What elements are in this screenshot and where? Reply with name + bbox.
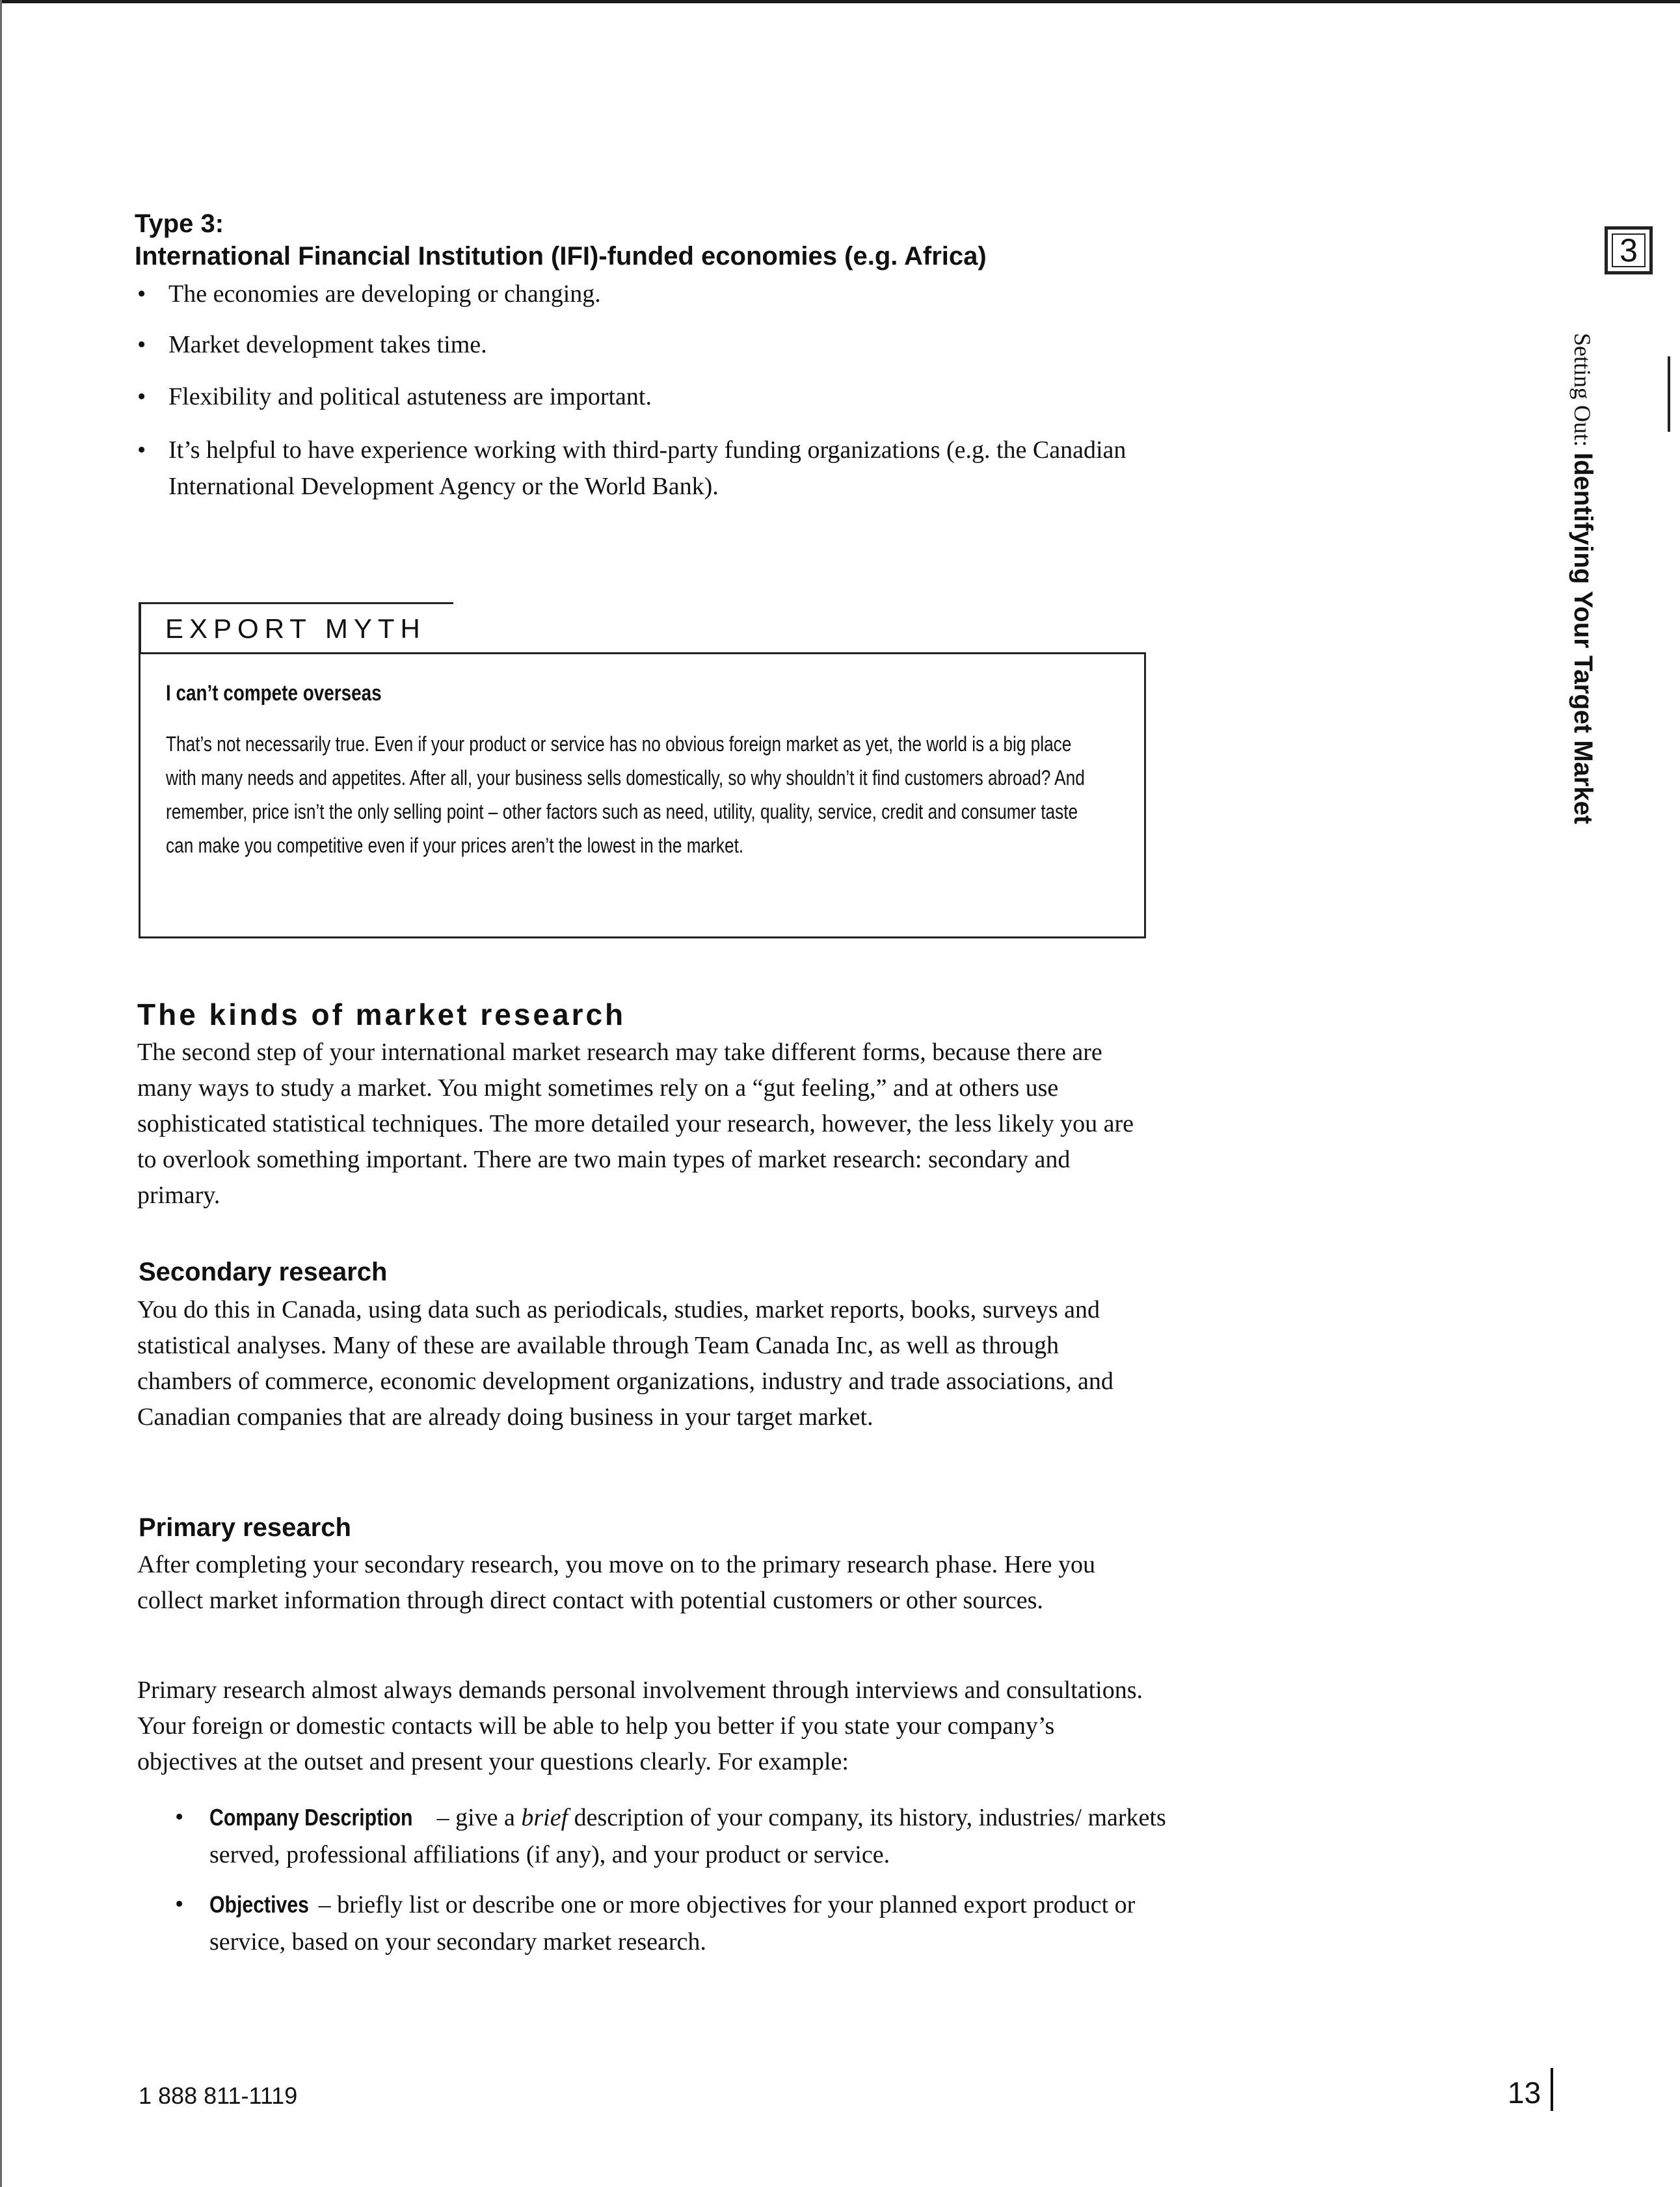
list-item bbox=[135, 276, 1149, 312]
side-rule bbox=[1668, 356, 1670, 432]
bullet-icon: • bbox=[137, 280, 146, 308]
item-term: Company Description bbox=[209, 1804, 413, 1831]
page-number: 13 bbox=[1508, 2076, 1541, 2110]
list-item bbox=[135, 326, 1149, 363]
type-label: Type 3: bbox=[135, 209, 224, 238]
type-bullet-list-2 bbox=[135, 326, 1149, 363]
bullet-icon: • bbox=[137, 436, 146, 464]
item-dash: – give a bbox=[431, 1804, 522, 1831]
primary-paragraph-2: Primary research almost always demands personal involvement through interviews and consultations. Your foreign or domestic contacts will be able to help you better if you state your company’s objectives at the outset and present your questions clearly. For example: bbox=[137, 1677, 1143, 1775]
item-emphasis: brief bbox=[521, 1804, 568, 1831]
type-bullet-list-4 bbox=[135, 432, 1149, 505]
list-item bbox=[172, 1799, 1174, 1874]
secondary-heading: Secondary research bbox=[139, 1258, 388, 1286]
side-title-main: Identifying Your Target Market bbox=[1569, 453, 1597, 825]
secondary-paragraph: You do this in Canada, using data such as periodicals, studies, market reports, books, surveys and statistical analyses. Many of these are available through Team Canada Inc, as well as through chambers of commerce, economic development organizations, industry and trade associations, and Canadian companies that are already doing business in your target market. bbox=[137, 1296, 1113, 1431]
myth-tab-label: EXPORT MYTH bbox=[165, 613, 426, 644]
page-top-edge bbox=[0, 0, 1680, 3]
side-title-prefix: Setting Out: bbox=[1569, 333, 1595, 453]
list-item bbox=[172, 1886, 1174, 1961]
list-item bbox=[135, 378, 1149, 415]
section-heading: The kinds of market research bbox=[137, 998, 626, 1031]
bullet-text: The economies are developing or changing. bbox=[168, 280, 601, 308]
item-text: briefly list or describe one or more objectives for your planned export product or service, based on your secondary market research. bbox=[209, 1891, 1136, 1955]
item-term: Objectives bbox=[209, 1891, 309, 1918]
side-title bbox=[1569, 333, 1597, 824]
example-list-2 bbox=[172, 1886, 1174, 1961]
myth-title: I can’t compete overseas bbox=[166, 681, 382, 706]
bullet-icon: • bbox=[137, 383, 146, 410]
bullet-text: Market development takes time. bbox=[168, 331, 487, 358]
page-left-edge bbox=[0, 0, 2, 2187]
type-bullet-list-1 bbox=[135, 276, 1149, 312]
bullet-icon: • bbox=[137, 331, 146, 358]
intro-paragraph: The second step of your international market research may take different forms, because there are many ways to study a market. You might sometimes rely on a “gut feeling,” and at others use sophisticated statistical techniques. The more detailed your research, however, the less likely you are to overlook something important. There are two main types of market research: secondary and primary. bbox=[137, 1039, 1134, 1209]
item-dash: – bbox=[312, 1891, 338, 1918]
bullet-text: It’s helpful to have experience working with third-party funding organizations (e.g. the Canadian International Development Agency or the World Bank). bbox=[168, 436, 1127, 500]
footer-phone: 1 888 811-1119 bbox=[139, 2082, 298, 2109]
chapter-number: 3 bbox=[1612, 233, 1646, 267]
bullet-icon: • bbox=[175, 1890, 184, 1918]
bullet-text: Flexibility and political astuteness are important. bbox=[168, 383, 652, 410]
primary-paragraph-1: After completing your secondary research, you move on to the primary research phase. Here you collect market information through direct contact with potential customers or other sources. bbox=[137, 1551, 1096, 1614]
bullet-icon: • bbox=[175, 1803, 184, 1831]
myth-body: That’s not necessarily true. Even if your product or service has no obvious foreign market as yet, the world is a big place with many needs and appetites. After all, your business sells domestically, so why shouldn’t it find customers abroad? And remember, price isn’t the only selling point – other factors such as need, utility, quality, service, credit and consumer taste can make you competitive even if your prices aren’t the lowest in the market. bbox=[166, 732, 1085, 857]
type-heading: International Financial Institution (IFI)-funded economies (e.g. Africa) bbox=[135, 242, 987, 271]
primary-heading: Primary research bbox=[139, 1513, 351, 1542]
page-number-rule bbox=[1551, 2068, 1553, 2111]
item-text: description of your company, its history, industries/ markets served, professional affiliations (if any), and your product or service. bbox=[209, 1804, 1166, 1868]
example-list-1 bbox=[172, 1799, 1174, 1874]
type-bullet-list-3 bbox=[135, 378, 1149, 415]
list-item bbox=[135, 432, 1149, 505]
